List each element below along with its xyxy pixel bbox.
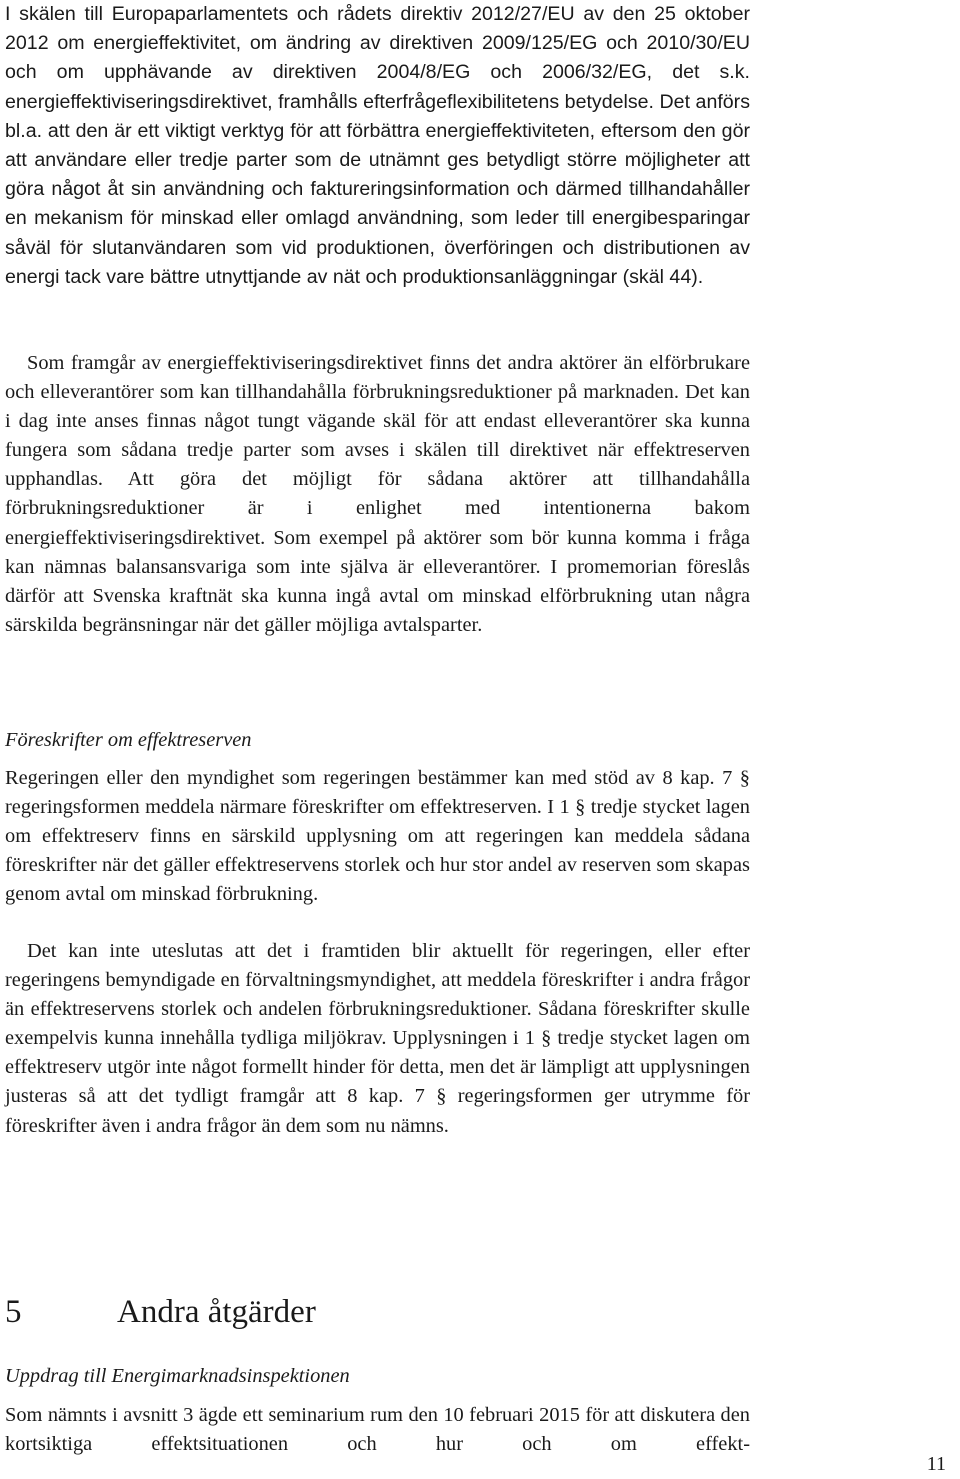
page-number: 11 (926, 1453, 946, 1475)
section-heading-assignment: Uppdrag till Energimarknadsinspektionen (5, 1365, 350, 1387)
chapter-title: Andra åtgärder (117, 1294, 316, 1330)
paragraph-seminar: Som nämnts i avsnitt 3 ägde ett seminarium rum den 10 februari 2015 för att diskutera den kortsiktiga effektsituationen och hur och om effekt- (5, 1404, 750, 1456)
paragraph-other-actors: Som framgår av energieffektiviseringsdirektivet finns det andra aktörer än elförbrukare och elleverantörer som kan tillhandahålla förbrukningsreduktioner på marknaden. Det kan i dag inte anses finnas något tungt vägande skäl för att endast elleverantörer ska kunna fungera som sådana tredje parter som avses i skälen till direktivet när effektreserven upphandlas. Att göra det möjligt för sådana aktörer att tillhandahålla förbrukningsreduktioner är i enlighet med intentionerna bakom energieffektiviseringsdirektivet. Som exempel på aktörer som bör kunna komma i fråga kan nämnas balansansvariga som inte själva är elleverantörer. I promemorian föreslås därför att Svenska kraftnät ska kunna ingå avtal om minskad elförbrukning utan några särskilda begränsningar när det gäller möjliga avtalsparter. (5, 352, 750, 636)
section-heading-regulations: Föreskrifter om effektreserven (5, 729, 252, 751)
chapter-heading (5, 1292, 316, 1332)
paragraph-future-regulations: Det kan inte uteslutas att det i framtiden blir aktuellt för regeringen, eller efter regeringens bemyndigade en förvaltningsmyndighet, att meddela föreskrifter i andra frågor än effektreservens storlek och andelen förbrukningsreduktioner. Sådana föreskrifter skulle exempelvis kunna innehålla tydliga miljökrav. Upplysningen i 1 § tredje stycket lagen om effektreserv utgör inte något formellt hinder för detta, men det är lämpligt att upplysningen justeras så att det tydligt framgår att 8 kap. 7 § regeringsformen ger utrymme för föreskrifter även i andra frågor än dem som nu nämns. (5, 940, 750, 1137)
paragraph-regulation-authority: Regeringen eller den myndighet som regeringen bestämmer kan med stöd av 8 kap. 7 § regeringsformen meddela närmare föreskrifter om effektreserven. I 1 § tredje stycket lagen om effektreserv finns en särskild upplysning om att regeringen kan meddela sådana föreskrifter när det gäller effektreservens storlek och hur stor andel av reserven som skapas genom avtal om minskad förbrukning. (5, 767, 750, 906)
chapter-number: 5 (5, 1294, 22, 1330)
paragraph-directive-recital: I skälen till Europaparlamentets och rådets direktiv 2012/27/EU av den 25 oktober 2012 om energieffektivitet, om ändring av direktiven 2009/125/EG och 2010/30/EU och om upphävande av direktiven 2004/8/EG och 2006/32/EG, det s.k. energieffektiviseringsdirektivet, framhålls efterfrågeflexibilitetens betydelse. Det anförs bl.a. att den är ett viktigt verktyg för att förbättra energieffektiviteten, eftersom den gör att användare eller tredje parter som de utnämnt ges betydligt större möjligheter att göra något åt sin användning och faktureringsinformation och därmed tillhandahåller en mekanism för minskad eller omlagd användning, som leder till energibesparingar såväl för slutanvändaren som vid produktionen, överföringen och distributionen av energi tack vare bättre utnyttjande av nät och produktionsanläggningar (skäl 44). (5, 3, 750, 288)
